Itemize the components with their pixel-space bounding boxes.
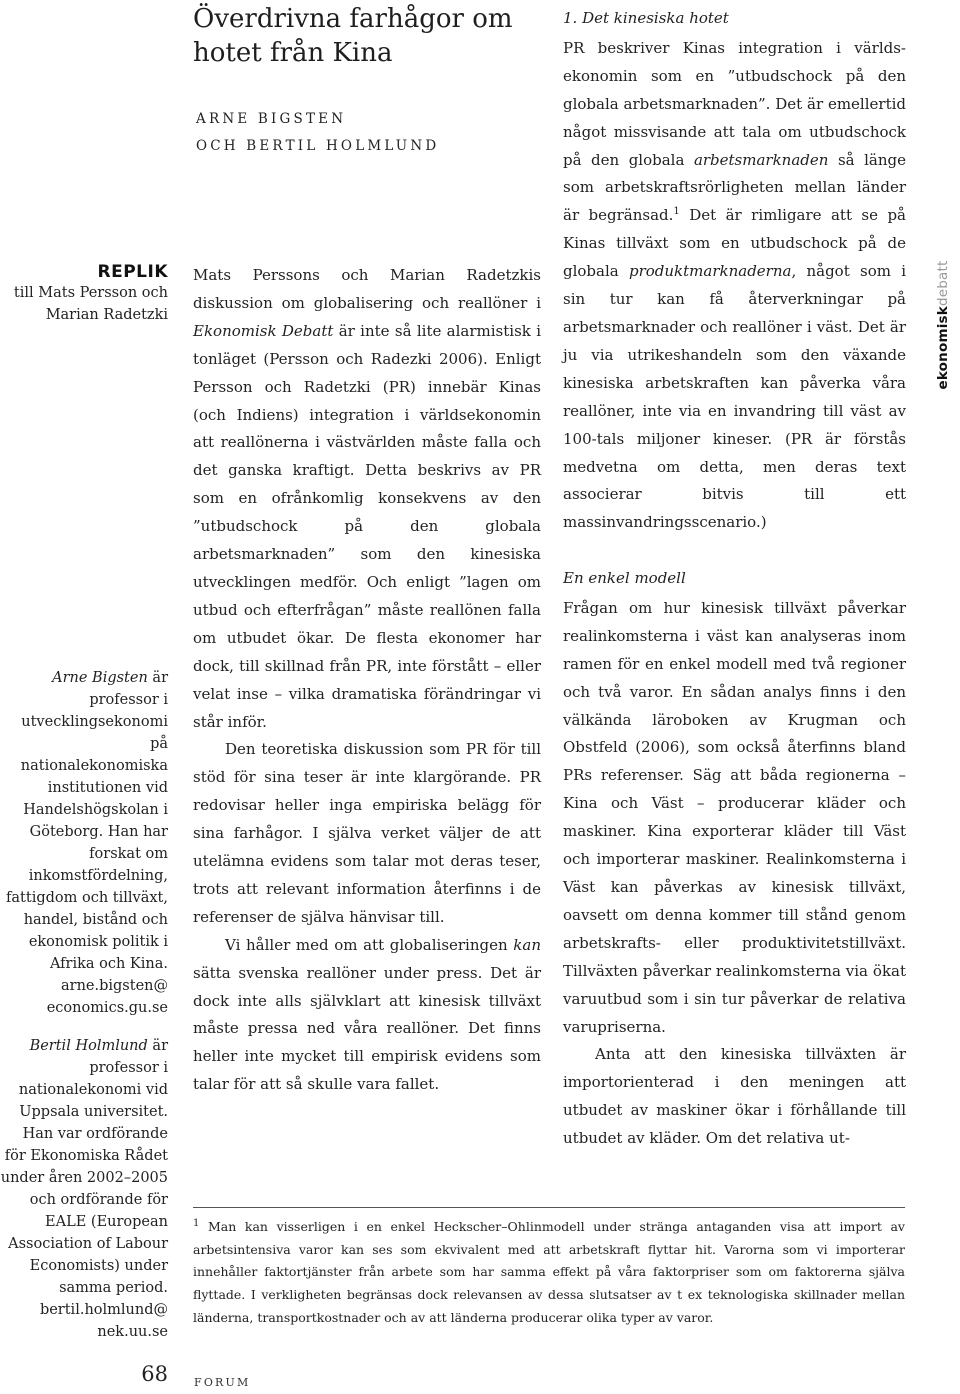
brand-part-1: ekonomisk [935, 306, 951, 390]
journal-section-name: FORUM [194, 1376, 251, 1389]
brand-part-2: debatt [935, 260, 951, 307]
article-authors [196, 106, 536, 160]
bio-bigsten-name: Arne Bigsten [52, 670, 148, 686]
body-paragraph-3 [193, 932, 541, 1099]
section-1-paragraph [563, 35, 906, 537]
s1-emph-labour-market: arbetsmarknaden [693, 150, 829, 169]
footnote-marker: 1 [193, 1217, 200, 1229]
p1-text-a: Mats Perssons och Marian Radetzkis diskussion om globalisering och reallöner i [193, 266, 541, 312]
bio-holmlund [0, 1035, 168, 1343]
p1-journal-name: Ekonomisk Debatt [193, 321, 334, 340]
body-paragraph-1 [193, 262, 541, 736]
bio-bigsten-email: arne.bigsten@ economics.gu.se [46, 978, 168, 1016]
ekonomiskdebatt-logo [935, 261, 951, 390]
footnote [193, 1216, 905, 1330]
body-paragraph-2: Den teoretiska diskussion som PR för till stöd för sina teser är inte klargörande. PR redovisar heller inga empiriska belägg för sina farhågor. I själva verket väljer de att utelämna evidens som talar mot deras teser, trots att relevant information återfinns i de referenser de själva hänvisar till. [193, 740, 541, 926]
body-column-middle [193, 262, 541, 1099]
bio-bigsten [0, 667, 168, 1019]
section-2-paragraph-2: Anta att den kinesiska tillväxten är importorienterad i den meningen att utbudet av maskiner ökar i förhållande till utbudet av kläder. Om det relativa ut- [563, 1045, 906, 1148]
s1-emph-product-markets: produktmarknaderna [628, 262, 792, 281]
footnote-reference: 1 [673, 206, 680, 218]
body-column-right-section-2 [563, 565, 906, 1153]
page-number: 68 [141, 1362, 168, 1386]
section-2-heading: En enkel modell [563, 569, 686, 587]
bio-holmlund-email: bertil.holmlund@ nek.uu.se [39, 1302, 168, 1340]
replik-subtitle-line2: Marian Radetzki [45, 307, 168, 323]
s1-text-c: så länge som arbetskraftsrörligheten mellan länder är begränsad. [563, 150, 906, 225]
footnote-text: Man kan visserligen i en enkel Heckscher–Ohlinmodell under stränga antaganden visa att import av arbetsintensiva varor kan ses som ekvivalent med att arbetskraft flyttar hit. Varorna som vi importerar innehåller faktortjänster från arbete som har samma effekt på våra faktorpriser som om faktorerna själva flyttade. I verkligheten begränsas dock relevansen av dessa slutsatser av t ex teknologiska skillnader mellan länderna, transportkostnader och av att länderna producerar olika typer av varor. [193, 1219, 905, 1325]
section-1-heading: 1. Det kinesiska hotet [563, 9, 729, 27]
replik-label: REPLIK [97, 262, 168, 282]
s1-text-a: PR beskriver Kinas integration i världsekonomin som en ”utbudschock på den globala arbetsmarknaden”. Det är emellertid något missvisande att tala om utbudschock på den globala [563, 38, 906, 169]
authors-line-2: OCH BERTIL HOLMLUND [196, 138, 440, 154]
footnote-divider [193, 1207, 905, 1208]
bio-holmlund-text: är professor i nationalekonomi vid Uppsala universitet. Han var ordförande för Ekonomiska Rådet under åren 2002–2005 och ordförande för EALE (European Association of Labour Economists) under samma period. [0, 1038, 168, 1296]
article-title: Överdrivna farhågor om hotet från Kina [193, 4, 513, 68]
replik-box [0, 262, 168, 326]
author-bios [0, 667, 168, 1343]
p3-text-c: sätta svenska reallöner under press. Det är dock inte alls självklart att kinesisk tillväxt måste pressa ned våra reallöner. Det finns heller inte mycket till empirisk evidens som talar för att så skulle vara fallet. [193, 963, 541, 1094]
p1-text-c: är inte så lite alarmistisk i tonläget (Persson och Radezki 2006). Enligt Persson och Radetzki (PR) innebär Kinas (och Indiens) integration i världsekonomin att reallönerna i västvärlden måste falla och det ganska kraftigt. Detta beskrivs av PR som en ofrånkomlig konsekvens av den ”utbudschock på den globala arbetsmarknaden” som den kinesiska utvecklingen medför. Och enligt ”lagen om utbud och efterfrågan” måste reallönen falla om utbudet ökar. De flesta ekonomer har dock, till skillnad från PR, inte förstått – eller velat inse – vilka dramatiska förändringar vi står inför. [193, 321, 541, 731]
s1-text-d: Det är rimligare att se på Kinas tillväxt som en utbudschock på de globala [563, 206, 906, 281]
authors-line-1: ARNE BIGSTEN [196, 111, 347, 127]
body-column-right-section-1 [563, 5, 906, 537]
replik-subtitle-line1: till Mats Persson och [13, 285, 168, 301]
p3-text-a: Vi håller med om att globaliseringen [225, 935, 514, 954]
bio-holmlund-name: Bertil Holmlund [29, 1038, 148, 1054]
section-2-paragraph-1: Frågan om hur kinesisk tillväxt påverkar realinkomsterna i väst kan analyseras inom ramen för en enkel modell med två regioner och två varor. En sådan analys finns i den välkända läroboken av Krugman och Obstfeld (2006), som också återfinns bland PRs referenser. Säg att båda regionerna – Kina och Väst – producerar kläder och maskiner. Kina exporterar kläder till Väst och importerar maskiner. Realinkomsterna i Väst kan påverkas av kinesisk tillväxt, oavsett om denna kommer till stånd genom arbetskrafts- eller produktivitetstillväxt. Tillväxten påverkar realinkomsterna via ökat varuutbud som i sin tur påverkar de relativa varupriserna. [563, 598, 906, 1036]
s1-text-f: , något som i sin tur kan få återverkningar på arbetsmarknader och reallöner i väst. Det är ju via utrikeshandeln som den växande kinesiska arbetskraften kan påverka våra reallöner, inte via en invandring till väst av 100-tals miljoner kineser. (PR är förstås medvetna om detta, men deras text associerar bitvis till ett massinvandringsscenario.) [563, 262, 907, 532]
footnote-1 [193, 1216, 905, 1330]
bio-bigsten-text: är professor i utvecklingsekonomi på nationalekonomiska institutionen vid Handelshögskolan i Göteborg. Han har forskat om inkomstfördelning, fattigdom och tillväxt, handel, bistånd och ekonomisk politik i Afrika och Kina. [6, 670, 168, 972]
p3-emphasis: kan [513, 935, 541, 954]
